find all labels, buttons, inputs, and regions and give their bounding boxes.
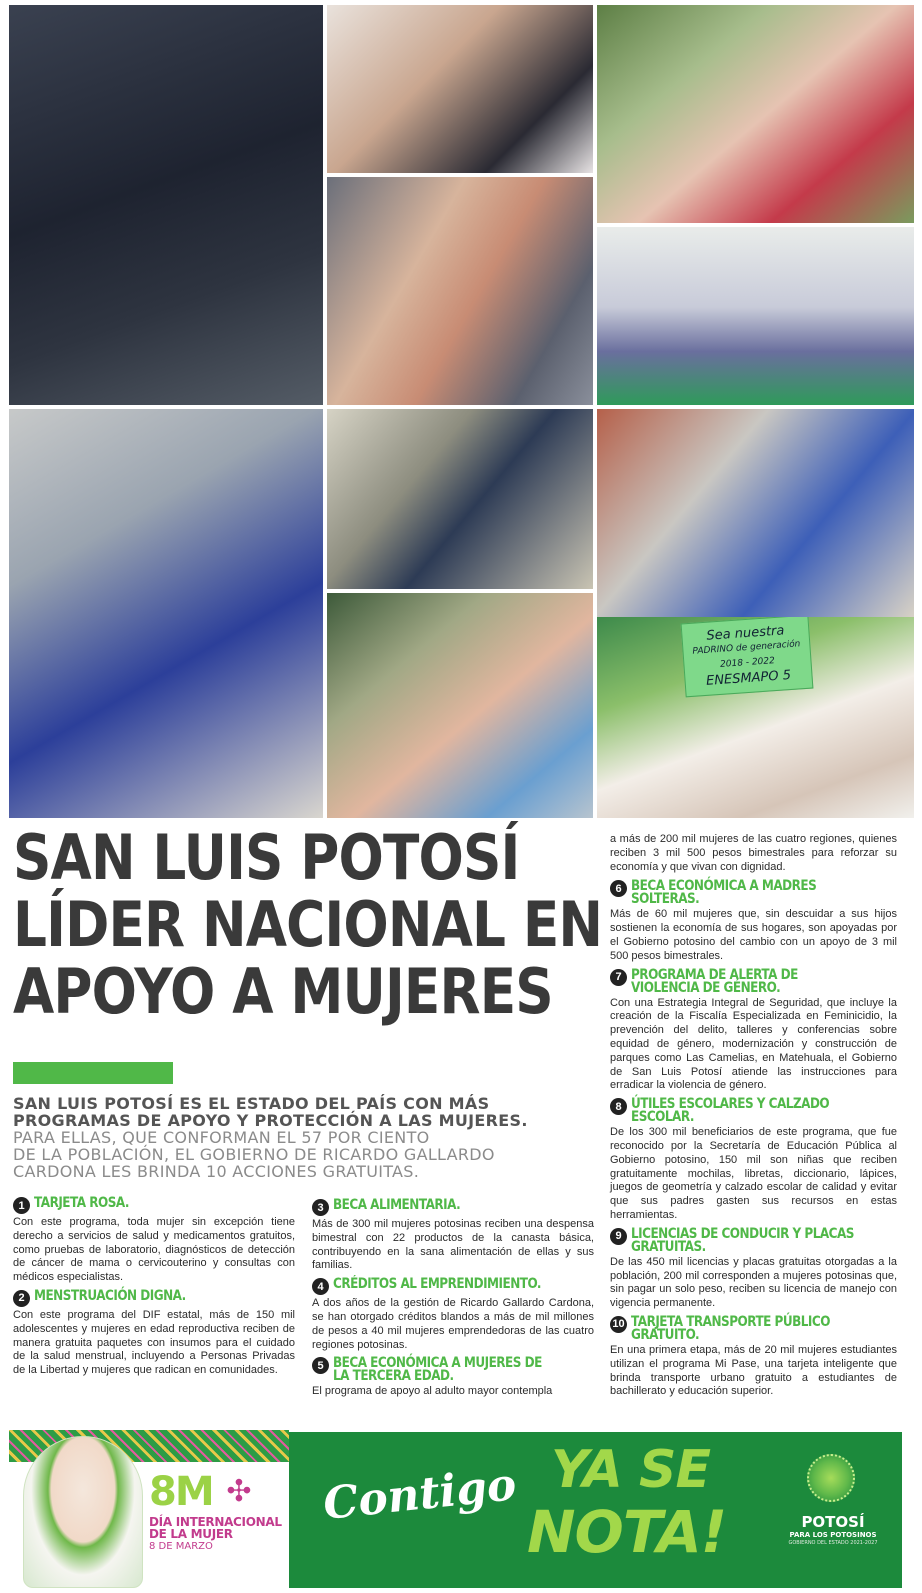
photo-factory-worker xyxy=(9,409,323,818)
item-body: De las 450 mil licencias y placas gratuitas otorgadas a la población, 200 mil corresponden a mujeres potosinas que, sin pagar un solo peso, reciben su licencia de manejo con vigencia permanente. xyxy=(610,1255,897,1310)
potosi-emblem-icon xyxy=(807,1454,855,1502)
intro-light-1: PARA ELLAS, QUE CONFORMAN EL 57 POR CIENTO xyxy=(13,1128,430,1147)
item-licencias-placas xyxy=(610,1225,897,1311)
item-body: A dos años de la gestión de Ricardo Gallardo Cardona, se han otorgado créditos blandos a más de mil millones de pesos a 40 mil mujeres emprendedoras de las cuatro regiones potosinas. xyxy=(312,1297,594,1351)
number-badge: 2 xyxy=(13,1290,30,1307)
headline xyxy=(13,821,603,1028)
item-beca-madres-solteras xyxy=(610,880,897,963)
slogan-block xyxy=(289,1432,902,1588)
item-utiles-escolares xyxy=(610,1098,897,1223)
number-badge: 7 xyxy=(610,969,627,986)
item-title: BECA ECONÓMICA A MADRES SOLTERAS. xyxy=(631,878,817,908)
8m-label: 8M xyxy=(149,1469,213,1515)
logo-name: POTOSÍ xyxy=(801,1513,865,1531)
item-body: Más de 60 mil mujeres que, sin descuidar a sus hijos sostienen la economía de sus hogares, son apoyadas por el Gobierno potosino del cambio con un apoyo de 3 mil 500 pesos bimestrales. xyxy=(610,908,897,962)
sign-line-4: ENESMAPO 5 xyxy=(705,667,792,689)
intro-strong-1: SAN LUIS POTOSÍ ES EL ESTADO DEL PAÍS CON MÁS xyxy=(13,1094,490,1113)
photo-schoolgirls xyxy=(597,227,914,405)
photo-woman-card xyxy=(597,5,914,223)
number-badge: 4 xyxy=(312,1278,329,1295)
item-title: PROGRAMA DE ALERTA DE VIOLENCIA DE GÉNERO. xyxy=(631,966,798,996)
handwritten-sign xyxy=(681,617,814,697)
item-title: BECA ALIMENTARIA. xyxy=(333,1197,461,1213)
photo-lab-worker xyxy=(597,409,914,617)
item-transporte-publico xyxy=(610,1313,897,1399)
headline-line-2: LÍDER NACIONAL EN xyxy=(13,888,603,961)
day-line-2: DE LA MUJER xyxy=(149,1527,233,1541)
item-creditos-emprendimiento xyxy=(312,1278,594,1352)
intro-text xyxy=(13,1095,593,1180)
item-body: Con este programa, toda mujer sin excepción tiene derecho a servicios de salud y medicamentos gratuitos, como pruebas de laboratorio, diagnósticos de detección de cáncer de mama o cervicouterino y consultas con médicos especialistas. xyxy=(13,1216,295,1284)
logo-subtitle: PARA LOS POTOSINOS xyxy=(789,1531,877,1539)
day-date: 8 DE MARZO xyxy=(149,1541,213,1552)
intro-strong-2: PROGRAMAS DE APOYO Y PROTECCIÓN A LAS MUJERES. xyxy=(13,1111,528,1130)
photo-policewoman xyxy=(9,5,323,405)
column-3 xyxy=(610,833,897,1404)
item-body: Con una Estrategia Integral de Seguridad, que incluye la creación de la Fiscalía Especializada en Feminicidio, la prevención del delito, talleres y conferencias sobre equidad de género, modernización y construcción de parques como Las Camelias, en Matehuala, el Gobierno de San Luis Potosí atiende las instrucciones para erradicar la violencia de género. xyxy=(610,996,897,1092)
sign-line-3: 2018 - 2022 xyxy=(719,656,776,670)
photo-mother-baby xyxy=(327,177,593,405)
item-title: TARJETA TRANSPORTE PÚBLICO GRATUITO. xyxy=(631,1313,830,1343)
item-body: De los 300 mil beneficiarios de este programa, que fue reconocido por la Secretaría de Educación Pública al Gobierno potosino, 150 mil son niñas que reciben gratuitamente mochilas, libretas, diccionario, lápices, juegos de geometría y calzado escolar de calidad y evitar que sus padres gasten sus recursos en estas herramientas. xyxy=(610,1126,897,1221)
sign-line-1: Sea nuestra xyxy=(705,623,785,644)
contigo-text: Contigo xyxy=(320,1459,519,1530)
item-menstruacion-digna xyxy=(13,1287,295,1378)
sign-line-2: PADRINO de generación xyxy=(692,639,801,657)
day-line-1: DÍA INTERNACIONAL xyxy=(149,1515,282,1529)
number-badge: 9 xyxy=(610,1228,627,1245)
item-beca-tercera-edad xyxy=(312,1357,594,1399)
headline-line-1: SAN LUIS POTOSÍ xyxy=(13,821,520,894)
photo-mother-child xyxy=(327,593,593,818)
item-title: TARJETA ROSA. xyxy=(34,1195,129,1211)
photo-operator-machine xyxy=(327,409,593,589)
item-beca-alimentaria xyxy=(312,1199,594,1273)
item-title: MENSTRUACIÓN DIGNA. xyxy=(34,1287,186,1304)
flower-icon: ✣ xyxy=(226,1475,252,1508)
number-badge: 3 xyxy=(312,1199,329,1216)
intro-light-2: DE LA POBLACIÓN, EL GOBIERNO DE RICARDO GALLARDO xyxy=(13,1145,495,1164)
item-title: BECA ECONÓMICA A MUJERES DE LA TERCERA EDAD. xyxy=(333,1355,542,1385)
item-body: Con este programa del DIF estatal, más de 150 mil adolescentes y mujeres en edad reproductiva reciben de manera gratuita paquetes con insumos para el cuidado de la salud menstrual, incluyendo a Personas Privadas de la Libertad y mujeres que radican en comunidades. xyxy=(13,1308,295,1377)
item-body: El programa de apoyo al adulto mayor contempla xyxy=(312,1385,553,1398)
photo-collage xyxy=(9,5,914,818)
photo-students-sign xyxy=(597,617,914,818)
number-badge: 8 xyxy=(610,1098,627,1115)
item-alerta-violencia xyxy=(610,966,897,1094)
number-badge: 10 xyxy=(610,1316,627,1333)
intro-light-3: CARDONA LES BRINDA 10 ACCIONES GRATUITAS. xyxy=(13,1162,420,1181)
number-badge: 5 xyxy=(312,1357,329,1374)
logo-government: GOBIERNO DEL ESTADO 2021-2027 xyxy=(788,1540,878,1546)
column-1 xyxy=(13,1197,295,1383)
ya-se-text: YA SE xyxy=(551,1440,710,1500)
bottom-banner xyxy=(9,1430,902,1590)
item-tarjeta-rosa xyxy=(13,1197,295,1285)
item-title: ÚTILES ESCOLARES Y CALZADO ESCOLAR. xyxy=(631,1096,830,1126)
number-badge: 1 xyxy=(13,1197,30,1214)
column-2 xyxy=(312,1199,594,1404)
number-badge: 6 xyxy=(610,880,627,897)
item-body: Más de 300 mil mujeres potosinas reciben una despensa bimestral con 22 productos de la canasta básica, contribuyendo en la sana alimentación de ellas y sus familias. xyxy=(312,1218,594,1272)
item-title: CRÉDITOS AL EMPRENDIMIENTO. xyxy=(333,1276,541,1293)
item-5-continued: a más de 200 mil mujeres de las cuatro regiones, quienes reciben 3 mil 500 pesos bimestrales para reforzar su economía y que vivan con dignidad. xyxy=(610,833,897,873)
accent-bar xyxy=(13,1062,173,1084)
item-title: LICENCIAS DE CONDUCIR Y PLACAS GRATUITAS. xyxy=(631,1225,854,1255)
woman-illustration xyxy=(23,1436,143,1588)
photo-hands-card xyxy=(327,5,593,173)
nota-text: NOTA! xyxy=(527,1498,727,1566)
item-body: En una primera etapa, más de 20 mil mujeres estudiantes utilizan el programa Mi Pase, una tarjeta inteligente que brinda transporte urbano gratuito a estudiantes de bachillerato y educación superior. xyxy=(610,1343,897,1398)
headline-line-3: APOYO A MUJERES xyxy=(13,955,553,1028)
